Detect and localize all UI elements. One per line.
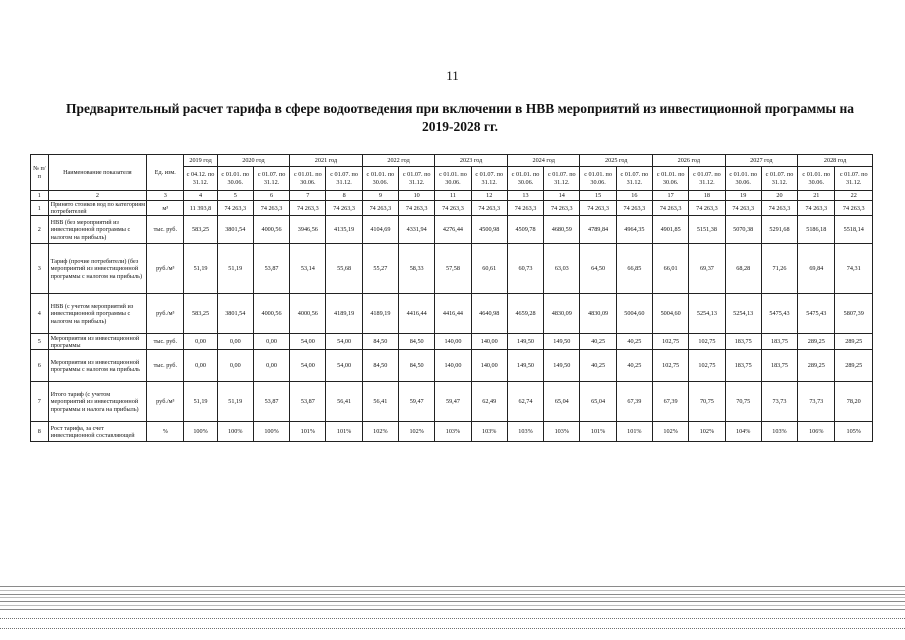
value-cell: 40,25 [580, 350, 616, 382]
header-year: 2025 год [580, 155, 653, 167]
value-cell: 60,61 [471, 244, 507, 294]
header-period: с 01.07. по 31.12. [253, 167, 289, 191]
scan-line [0, 601, 905, 602]
value-cell: 53,87 [253, 244, 289, 294]
value-cell: 4640,98 [471, 294, 507, 334]
value-cell: 289,25 [835, 350, 873, 382]
unit-cell: тыс. руб. [147, 350, 184, 382]
value-cell: 183,75 [761, 350, 797, 382]
value-cell: 73,73 [798, 382, 835, 422]
column-number-cell: 9 [362, 191, 398, 201]
column-number-cell: 7 [290, 191, 326, 201]
value-cell: 149,50 [507, 334, 543, 350]
header-period: с 01.01. по 30.06. [217, 167, 253, 191]
column-number-cell: 15 [580, 191, 616, 201]
value-cell: 102,75 [653, 350, 689, 382]
indicator-name-cell: Рост тарифа, за счет инвестиционной составляющей [48, 422, 147, 442]
value-cell: 4500,98 [471, 216, 507, 244]
table-body [31, 191, 873, 442]
header-period: с 01.07. по 31.12. [326, 167, 362, 191]
value-cell: 59,47 [435, 382, 471, 422]
value-cell: 74 263,3 [326, 201, 362, 216]
scan-line [0, 590, 905, 591]
value-cell: 4416,44 [435, 294, 471, 334]
header-period: с 01.07. по 31.12. [544, 167, 580, 191]
value-cell: 60,73 [507, 244, 543, 294]
value-cell: 74 263,3 [399, 201, 435, 216]
value-cell: 4830,09 [544, 294, 580, 334]
value-cell: 74 263,3 [653, 201, 689, 216]
value-cell: 583,25 [184, 294, 217, 334]
row-number-cell: 4 [31, 294, 49, 334]
value-cell: 74 263,3 [689, 201, 725, 216]
value-cell: 74 263,3 [435, 201, 471, 216]
table-row [31, 244, 873, 294]
value-cell: 68,28 [725, 244, 761, 294]
value-cell: 0,00 [217, 334, 253, 350]
header-year: 2021 год [290, 155, 363, 167]
value-cell: 55,27 [362, 244, 398, 294]
value-cell: 59,47 [399, 382, 435, 422]
value-cell: 57,58 [435, 244, 471, 294]
column-number-cell: 13 [507, 191, 543, 201]
unit-cell: руб./м³ [147, 244, 184, 294]
value-cell: 140,00 [471, 350, 507, 382]
header-period: с 01.01. по 30.06. [362, 167, 398, 191]
value-cell: 104% [725, 422, 761, 442]
value-cell: 74 263,3 [798, 201, 835, 216]
column-number-cell: 20 [761, 191, 797, 201]
value-cell: 40,25 [616, 350, 652, 382]
value-cell: 74 263,3 [761, 201, 797, 216]
value-cell: 289,25 [835, 334, 873, 350]
value-cell: 5291,68 [761, 216, 797, 244]
value-cell: 51,19 [217, 244, 253, 294]
value-cell: 74 263,3 [253, 201, 289, 216]
column-number-cell: 3 [147, 191, 184, 201]
scan-artifact-lines [0, 584, 905, 640]
header-year: 2019 год [184, 155, 217, 167]
document-title: Предварительный расчет тарифа в сфере водоотведения при включении в НВВ мероприятий из инвестиционной программы на 2019-2028 гг. [65, 101, 854, 134]
header-year: 2024 год [507, 155, 580, 167]
value-cell: 74 263,3 [616, 201, 652, 216]
column-number-cell: 14 [544, 191, 580, 201]
header-unit: Ед. изм. [147, 155, 184, 191]
value-cell: 102% [689, 422, 725, 442]
column-number-cell: 21 [798, 191, 835, 201]
value-cell: 0,00 [217, 350, 253, 382]
value-cell: 4659,28 [507, 294, 543, 334]
page-number: 11 [446, 68, 459, 83]
value-cell: 0,00 [184, 350, 217, 382]
scan-line [0, 597, 905, 598]
value-cell: 149,50 [544, 350, 580, 382]
header-number: № п/п [31, 155, 49, 191]
header-period: с 01.01. по 30.06. [507, 167, 543, 191]
table-row [31, 216, 873, 244]
header-period: с 01.01. по 30.06. [653, 167, 689, 191]
value-cell: 149,50 [544, 334, 580, 350]
row-number-cell: 5 [31, 334, 49, 350]
scan-line [0, 609, 905, 610]
value-cell: 51,19 [217, 382, 253, 422]
value-cell: 63,03 [544, 244, 580, 294]
table-row [31, 334, 873, 350]
scan-line [0, 628, 905, 629]
value-cell: 70,75 [689, 382, 725, 422]
tariff-table [30, 154, 873, 442]
header-period: с 01.07. по 31.12. [835, 167, 873, 191]
value-cell: 66,85 [616, 244, 652, 294]
value-cell: 103% [544, 422, 580, 442]
value-cell: 4000,56 [253, 294, 289, 334]
header-period: с 01.07. по 31.12. [616, 167, 652, 191]
header-period: с 01.01. по 30.06. [798, 167, 835, 191]
value-cell: 66,01 [653, 244, 689, 294]
indicator-name-cell: НВВ (без мероприятий из инвестиционной программы с налогом на прибыль) [48, 216, 147, 244]
header-period: с 01.07. по 31.12. [689, 167, 725, 191]
value-cell: 4189,19 [362, 294, 398, 334]
indicator-name-cell: НВВ (с учетом мероприятий из инвестиционной программы с налогом на прибыль) [48, 294, 147, 334]
header-period: с 01.01. по 30.06. [580, 167, 616, 191]
value-cell: 71,26 [761, 244, 797, 294]
value-cell: 54,00 [326, 350, 362, 382]
value-cell: 74 263,3 [725, 201, 761, 216]
value-cell: 69,37 [689, 244, 725, 294]
value-cell: 102% [653, 422, 689, 442]
value-cell: 5254,13 [725, 294, 761, 334]
scan-line [0, 618, 905, 619]
value-cell: 3946,56 [290, 216, 326, 244]
value-cell: 103% [471, 422, 507, 442]
value-cell: 84,50 [362, 350, 398, 382]
row-number-cell: 8 [31, 422, 49, 442]
value-cell: 140,00 [435, 350, 471, 382]
value-cell: 5807,39 [835, 294, 873, 334]
value-cell: 65,04 [580, 382, 616, 422]
value-cell: 74,31 [835, 244, 873, 294]
row-number-cell: 7 [31, 382, 49, 422]
table-row [31, 294, 873, 334]
indicator-name-cell: Итого тариф (с учетом мероприятий из инвестиционной программы и налога на прибыль) [48, 382, 147, 422]
header-period: с 01.07. по 31.12. [471, 167, 507, 191]
value-cell: 67,39 [616, 382, 652, 422]
header-year: 2022 год [362, 155, 435, 167]
value-cell: 40,25 [616, 334, 652, 350]
row-number-cell: 3 [31, 244, 49, 294]
value-cell: 101% [290, 422, 326, 442]
unit-cell: тыс. руб. [147, 216, 184, 244]
value-cell: 105% [835, 422, 873, 442]
value-cell: 54,00 [326, 334, 362, 350]
tariff-table-wrapper [30, 154, 873, 442]
value-cell: 74 263,3 [507, 201, 543, 216]
scan-line [0, 586, 905, 587]
header-period: с 01.01. по 30.06. [290, 167, 326, 191]
value-cell: 103% [761, 422, 797, 442]
value-cell: 140,00 [471, 334, 507, 350]
column-number-cell: 6 [253, 191, 289, 201]
value-cell: 183,75 [725, 334, 761, 350]
value-cell: 53,87 [253, 382, 289, 422]
value-cell: 3801,54 [217, 216, 253, 244]
header-period: с 01.07. по 31.12. [399, 167, 435, 191]
value-cell: 62,49 [471, 382, 507, 422]
value-cell: 102% [362, 422, 398, 442]
header-period: с 01.07. по 31.12. [761, 167, 797, 191]
value-cell: 5518,14 [835, 216, 873, 244]
value-cell: 5151,38 [689, 216, 725, 244]
value-cell: 4680,59 [544, 216, 580, 244]
value-cell: 74 263,3 [544, 201, 580, 216]
column-number-cell: 1 [31, 191, 49, 201]
header-year: 2020 год [217, 155, 290, 167]
value-cell: 4189,19 [326, 294, 362, 334]
column-number-cell: 17 [653, 191, 689, 201]
indicator-name-cell: Тариф (прочие потребители) (без мероприятий из инвестиционной программы с налогом на прибыль) [48, 244, 147, 294]
value-cell: 69,84 [798, 244, 835, 294]
value-cell: 289,25 [798, 350, 835, 382]
value-cell: 67,39 [653, 382, 689, 422]
value-cell: 4416,44 [399, 294, 435, 334]
value-cell: 4830,09 [580, 294, 616, 334]
table-row [31, 382, 873, 422]
header-period: с 01.01. по 30.06. [725, 167, 761, 191]
value-cell: 4276,44 [435, 216, 471, 244]
column-numbers-row [31, 191, 873, 201]
column-number-cell: 18 [689, 191, 725, 201]
value-cell: 5004,60 [653, 294, 689, 334]
value-cell: 583,25 [184, 216, 217, 244]
value-cell: 4135,19 [326, 216, 362, 244]
indicator-name-cell: Мероприятия из инвестиционной программы [48, 334, 147, 350]
value-cell: 101% [616, 422, 652, 442]
value-cell: 53,87 [290, 382, 326, 422]
value-cell: 64,50 [580, 244, 616, 294]
unit-cell: % [147, 422, 184, 442]
column-number-cell: 16 [616, 191, 652, 201]
header-period: с 01.01. по 30.06. [435, 167, 471, 191]
scan-line [0, 605, 905, 606]
value-cell: 4509,78 [507, 216, 543, 244]
value-cell: 4901,85 [653, 216, 689, 244]
value-cell: 51,19 [184, 244, 217, 294]
value-cell: 100% [217, 422, 253, 442]
header-year: 2023 год [435, 155, 508, 167]
indicator-name-cell: Мероприятия из инвестиционной программы с налогом на прибыль [48, 350, 147, 382]
value-cell: 0,00 [184, 334, 217, 350]
header-year: 2028 год [798, 155, 873, 167]
table-header [31, 155, 873, 191]
value-cell: 149,50 [507, 350, 543, 382]
value-cell: 55,68 [326, 244, 362, 294]
value-cell: 5475,43 [761, 294, 797, 334]
column-number-cell: 19 [725, 191, 761, 201]
header-indicator-name: Наименование показателя [48, 155, 147, 191]
header-year: 2027 год [725, 155, 798, 167]
value-cell: 65,04 [544, 382, 580, 422]
table-row [31, 201, 873, 216]
value-cell: 5475,43 [798, 294, 835, 334]
row-number-cell: 2 [31, 216, 49, 244]
value-cell: 62,74 [507, 382, 543, 422]
unit-cell: руб./м³ [147, 294, 184, 334]
indicator-name-cell: Принято стоиков вод по категориям потребителей [48, 201, 147, 216]
value-cell: 74 263,3 [580, 201, 616, 216]
value-cell: 74 263,3 [471, 201, 507, 216]
unit-cell: м³ [147, 201, 184, 216]
value-cell: 289,25 [798, 334, 835, 350]
value-cell: 70,75 [725, 382, 761, 422]
row-number-cell: 6 [31, 350, 49, 382]
column-number-cell: 10 [399, 191, 435, 201]
value-cell: 74 263,3 [362, 201, 398, 216]
value-cell: 183,75 [761, 334, 797, 350]
value-cell: 56,41 [326, 382, 362, 422]
value-cell: 74 263,3 [290, 201, 326, 216]
value-cell: 103% [507, 422, 543, 442]
column-number-cell: 11 [435, 191, 471, 201]
value-cell: 84,50 [362, 334, 398, 350]
column-number-cell: 12 [471, 191, 507, 201]
value-cell: 84,50 [399, 334, 435, 350]
value-cell: 106% [798, 422, 835, 442]
header-row-years [31, 155, 873, 167]
value-cell: 78,20 [835, 382, 873, 422]
value-cell: 4000,56 [253, 216, 289, 244]
value-cell: 101% [326, 422, 362, 442]
value-cell: 11 393,8 [184, 201, 217, 216]
value-cell: 103% [435, 422, 471, 442]
column-number-cell: 4 [184, 191, 217, 201]
header-year: 2026 год [653, 155, 726, 167]
column-number-cell: 22 [835, 191, 873, 201]
value-cell: 53,14 [290, 244, 326, 294]
row-number-cell: 1 [31, 201, 49, 216]
value-cell: 102,75 [653, 334, 689, 350]
value-cell: 56,41 [362, 382, 398, 422]
value-cell: 102,75 [689, 334, 725, 350]
value-cell: 74 263,3 [217, 201, 253, 216]
table-row [31, 350, 873, 382]
scan-line [0, 594, 905, 595]
value-cell: 51,19 [184, 382, 217, 422]
value-cell: 3801,54 [217, 294, 253, 334]
value-cell: 4331,94 [399, 216, 435, 244]
value-cell: 100% [253, 422, 289, 442]
value-cell: 102% [399, 422, 435, 442]
value-cell: 58,33 [399, 244, 435, 294]
value-cell: 183,75 [725, 350, 761, 382]
value-cell: 5070,38 [725, 216, 761, 244]
value-cell: 73,73 [761, 382, 797, 422]
value-cell: 54,00 [290, 334, 326, 350]
value-cell: 84,50 [399, 350, 435, 382]
value-cell: 5186,18 [798, 216, 835, 244]
value-cell: 4104,69 [362, 216, 398, 244]
column-number-cell: 8 [326, 191, 362, 201]
value-cell: 4964,35 [616, 216, 652, 244]
value-cell: 74 263,3 [835, 201, 873, 216]
value-cell: 4000,56 [290, 294, 326, 334]
value-cell: 40,25 [580, 334, 616, 350]
unit-cell: руб./м³ [147, 382, 184, 422]
value-cell: 140,00 [435, 334, 471, 350]
value-cell: 4789,84 [580, 216, 616, 244]
value-cell: 0,00 [253, 350, 289, 382]
header-period: с 04.12. по 31.12. [184, 167, 217, 191]
table-row [31, 422, 873, 442]
value-cell: 5254,13 [689, 294, 725, 334]
unit-cell: тыс. руб. [147, 334, 184, 350]
column-number-cell: 5 [217, 191, 253, 201]
value-cell: 100% [184, 422, 217, 442]
value-cell: 102,75 [689, 350, 725, 382]
column-number-cell: 2 [48, 191, 147, 201]
value-cell: 5004,60 [616, 294, 652, 334]
value-cell: 54,00 [290, 350, 326, 382]
value-cell: 101% [580, 422, 616, 442]
value-cell: 0,00 [253, 334, 289, 350]
